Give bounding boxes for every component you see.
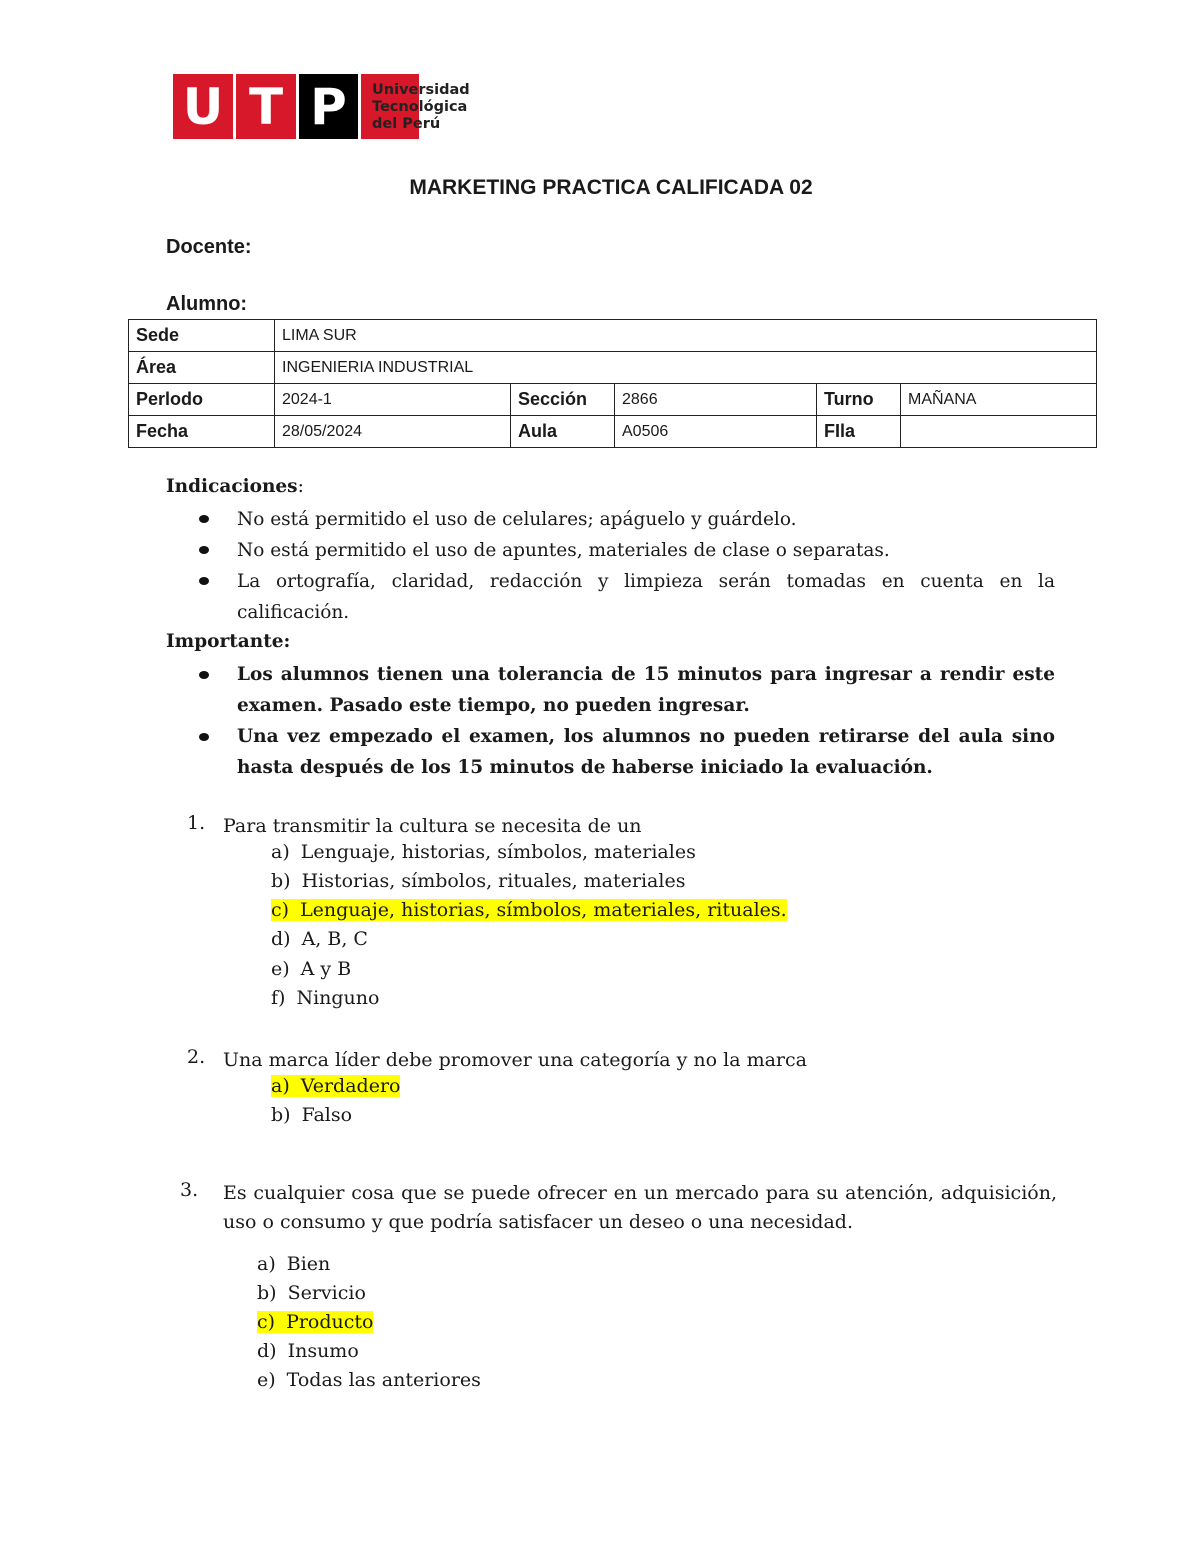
periodo-value: 2024-1 [275, 384, 511, 416]
question-3-option-d [257, 1340, 359, 1362]
logo-letter-t: T [236, 74, 296, 139]
periodo-label: Perlodo [129, 384, 275, 416]
option-text: Verdadero [300, 1075, 401, 1097]
bullet-icon [199, 733, 209, 741]
option-text: Todas las anteriores [286, 1369, 481, 1391]
indicaciones-colon: : [297, 476, 304, 497]
option-text: Lenguaje, historias, símbolos, materiales [300, 841, 696, 863]
logo-text-line-2: Tecnológica [372, 99, 468, 115]
indicacion-item: No está permitido el uso de celulares; apáguelo y guárdelo. [237, 509, 797, 530]
aula-value: A0506 [615, 416, 817, 448]
fecha-value: 28/05/2024 [275, 416, 511, 448]
indicaciones-label: Indicaciones [166, 476, 298, 497]
option-letter: b) [257, 1282, 277, 1304]
alumno-label: Alumno: [166, 293, 248, 315]
turno-value: MAÑANA [901, 384, 1097, 416]
sede-value: LIMA SUR [275, 320, 1097, 352]
importante-item: Los alumnos tienen una tolerancia de 15 minutos para ingresar a rendir este examen. Pasado este tiempo, no pueden ingresar. [237, 664, 1055, 716]
option-text: Servicio [287, 1282, 366, 1304]
indicaciones-heading [166, 476, 304, 497]
option-letter: e) [257, 1369, 276, 1391]
bullet-icon [199, 515, 209, 523]
question-2-number: 2. [187, 1046, 206, 1068]
aula-label: Aula [511, 416, 615, 448]
option-text: Historias, símbolos, rituales, materiales [301, 870, 686, 892]
sede-label: Sede [129, 320, 275, 352]
question-2-option-a-highlighted [271, 1075, 400, 1097]
turno-label: Turno [817, 384, 901, 416]
logo-letter-p: P [299, 74, 358, 139]
option-letter: a) [271, 1075, 290, 1097]
option-text: A, B, C [301, 928, 368, 950]
seccion-value: 2866 [615, 384, 817, 416]
question-3-option-e [257, 1369, 481, 1391]
question-1-number: 1. [187, 812, 206, 834]
question-3-option-c-highlighted [257, 1311, 373, 1333]
option-letter: d) [271, 928, 291, 950]
question-1-option-a [271, 841, 696, 863]
importante-item: Una vez empezado el examen, los alumnos no pueden retirarse del aula sino hasta después de los 15 minutos de haberse iniciado la evaluación. [237, 726, 1055, 778]
indicacion-item: No está permitido el uso de apuntes, materiales de clase o separatas. [237, 540, 890, 561]
question-1-option-b [271, 870, 685, 892]
fila-label: FIla [817, 416, 901, 448]
bullet-icon [199, 577, 209, 585]
fila-value [901, 416, 1097, 448]
area-value: INGENIERIA INDUSTRIAL [275, 352, 1097, 384]
option-letter: c) [271, 899, 290, 921]
importante-heading: Importante: [166, 631, 291, 652]
option-text: Lenguaje, historias, símbolos, materiales, rituales. [300, 899, 787, 921]
question-2-text: Una marca líder debe promover una categoría y no la marca [223, 1049, 807, 1071]
table-row [129, 352, 1097, 384]
option-letter: d) [257, 1340, 277, 1362]
question-3-number: 3. [180, 1179, 199, 1201]
fecha-label: Fecha [129, 416, 275, 448]
option-text: Insumo [287, 1340, 359, 1362]
option-text: Falso [301, 1104, 353, 1126]
option-letter: c) [257, 1311, 276, 1333]
option-text: Bien [286, 1253, 331, 1275]
table-row [129, 320, 1097, 352]
option-letter: a) [257, 1253, 276, 1275]
question-2-option-b [271, 1104, 352, 1126]
table-row [129, 384, 1097, 416]
logo-letter-u: U [173, 74, 233, 139]
option-text: A y B [300, 958, 352, 980]
question-1-option-c-highlighted [271, 899, 787, 921]
question-1-option-d [271, 928, 368, 950]
page-title: MARKETING PRACTICA CALIFICADA 02 [409, 176, 813, 199]
docente-label: Docente: [166, 236, 252, 258]
option-letter: b) [271, 1104, 291, 1126]
bullet-icon [199, 671, 209, 679]
question-3-text: Es cualquier cosa que se puede ofrecer en un mercado para su atención, adquisición, uso o consumo y que podría satisfacer un deseo o una necesidad. [223, 1182, 1057, 1233]
option-letter: e) [271, 958, 290, 980]
indicacion-item: La ortografía, claridad, redacción y limpieza serán tomadas en cuenta en la calificación. [237, 571, 1055, 623]
logo-text-line-3: del Perú [372, 116, 441, 132]
info-table [128, 319, 1097, 448]
area-label: Área [129, 352, 275, 384]
option-text: Producto [286, 1311, 374, 1333]
option-text: Ninguno [296, 987, 380, 1009]
question-3-option-b [257, 1282, 366, 1304]
seccion-label: Sección [511, 384, 615, 416]
bullet-icon [199, 546, 209, 554]
option-letter: f) [271, 987, 286, 1009]
question-1-option-e [271, 958, 351, 980]
option-letter: b) [271, 870, 291, 892]
question-1-option-f [271, 987, 379, 1009]
question-3-option-a [257, 1253, 330, 1275]
option-letter: a) [271, 841, 290, 863]
logo-text-line-1: Universidad [372, 82, 470, 98]
table-row [129, 416, 1097, 448]
logo-text [372, 82, 470, 133]
question-1-text: Para transmitir la cultura se necesita de un [223, 815, 642, 837]
